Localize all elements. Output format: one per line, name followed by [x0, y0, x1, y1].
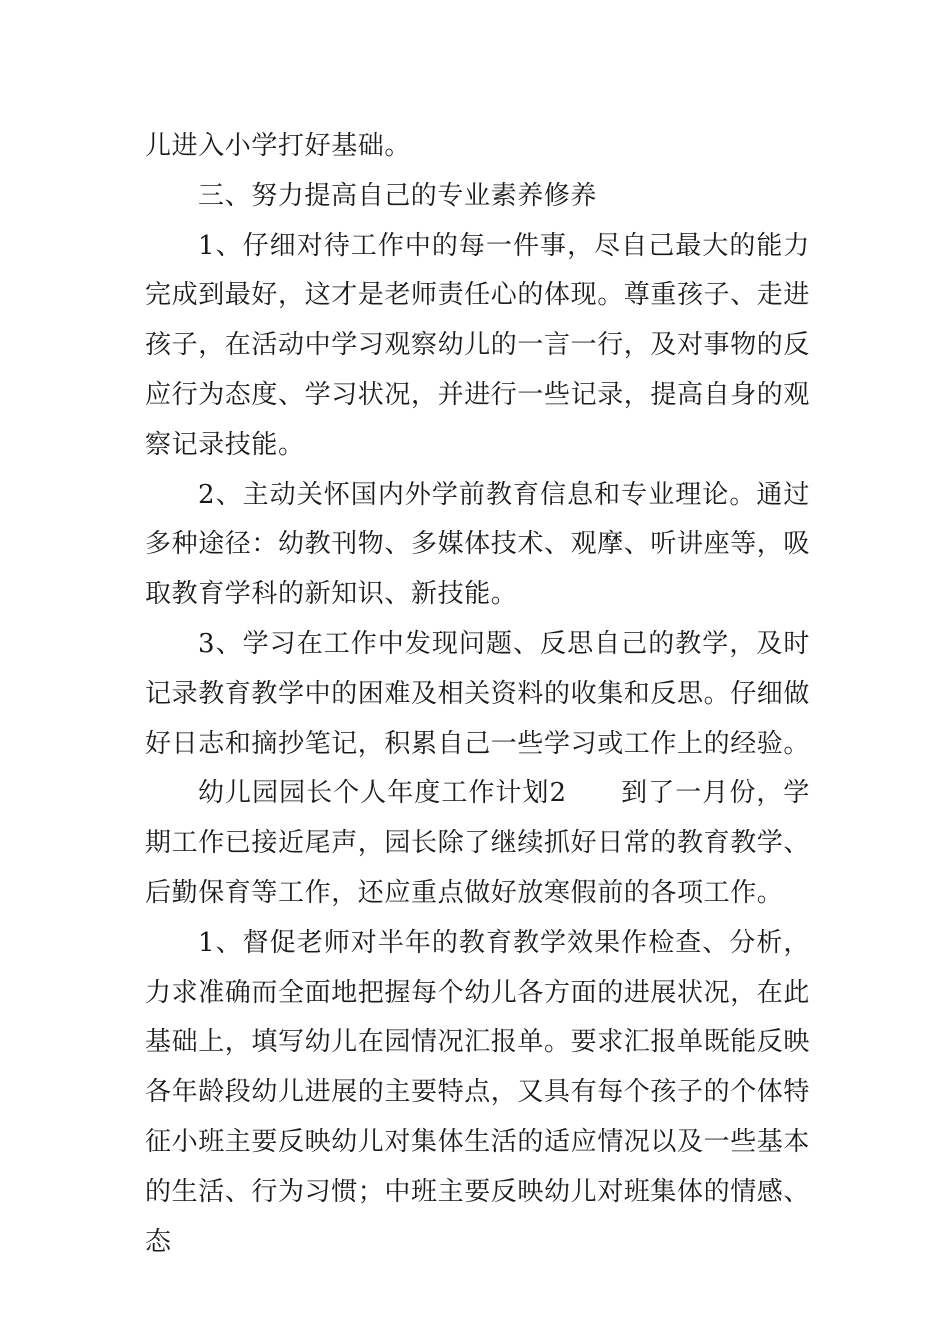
section-heading-3: 三、努力提高自己的专业素养修养 — [198, 180, 598, 211]
paragraph-1: 儿进入小学打好基础。 — [145, 131, 412, 161]
plan-2-item-1: 1、督促老师对半年的教育教学效果作检查、分析，力求准确而全面地把握每个幼儿各方面的进展状况，在此基础上，填写幼儿在园情况汇报单。要求汇报单既能反映各年龄段幼儿进展的主要特点，又具有每个孩子的个体特征小班主要反映幼儿对集体生活的适应情况以及一些基本的生活、行为习惯；中班主要反映幼儿对班集体的情感、态 — [145, 927, 811, 1257]
paragraph-item-3: 3、学习在工作中发现问题、反思自己的教学，及时记录教育教学中的困难及相关资料的收集和反思。仔细做好日志和摘抄笔记，积累自己一些学习或工作上的经验。 — [145, 628, 811, 759]
paragraph-item-1: 1、仔细对待工作中的每一件事，尽自己最大的能力完成到最好，这才是老师责任心的体现。尊重孩子、走进孩子，在活动中学习观察幼儿的一言一行，及对事物的反应行为态度、学习状况，并进行一些记录，提高自身的观察记录技能。 — [145, 230, 811, 460]
document-body — [145, 122, 810, 1267]
plan-2-intro: 幼儿园园长个人年度工作计划2 到了一月份，学期工作已接近尾声，园长除了继续抓好日常的教育教学、后勤保育等工作，还应重点做好放寒假前的各项工作。 — [145, 778, 811, 908]
paragraph-item-2: 2、主动关怀国内外学前教育信息和专业理论。通过多种途径：幼教刊物、多媒体技术、观摩、听讲座等，吸取教育学科的新知识、新技能。 — [145, 479, 811, 610]
